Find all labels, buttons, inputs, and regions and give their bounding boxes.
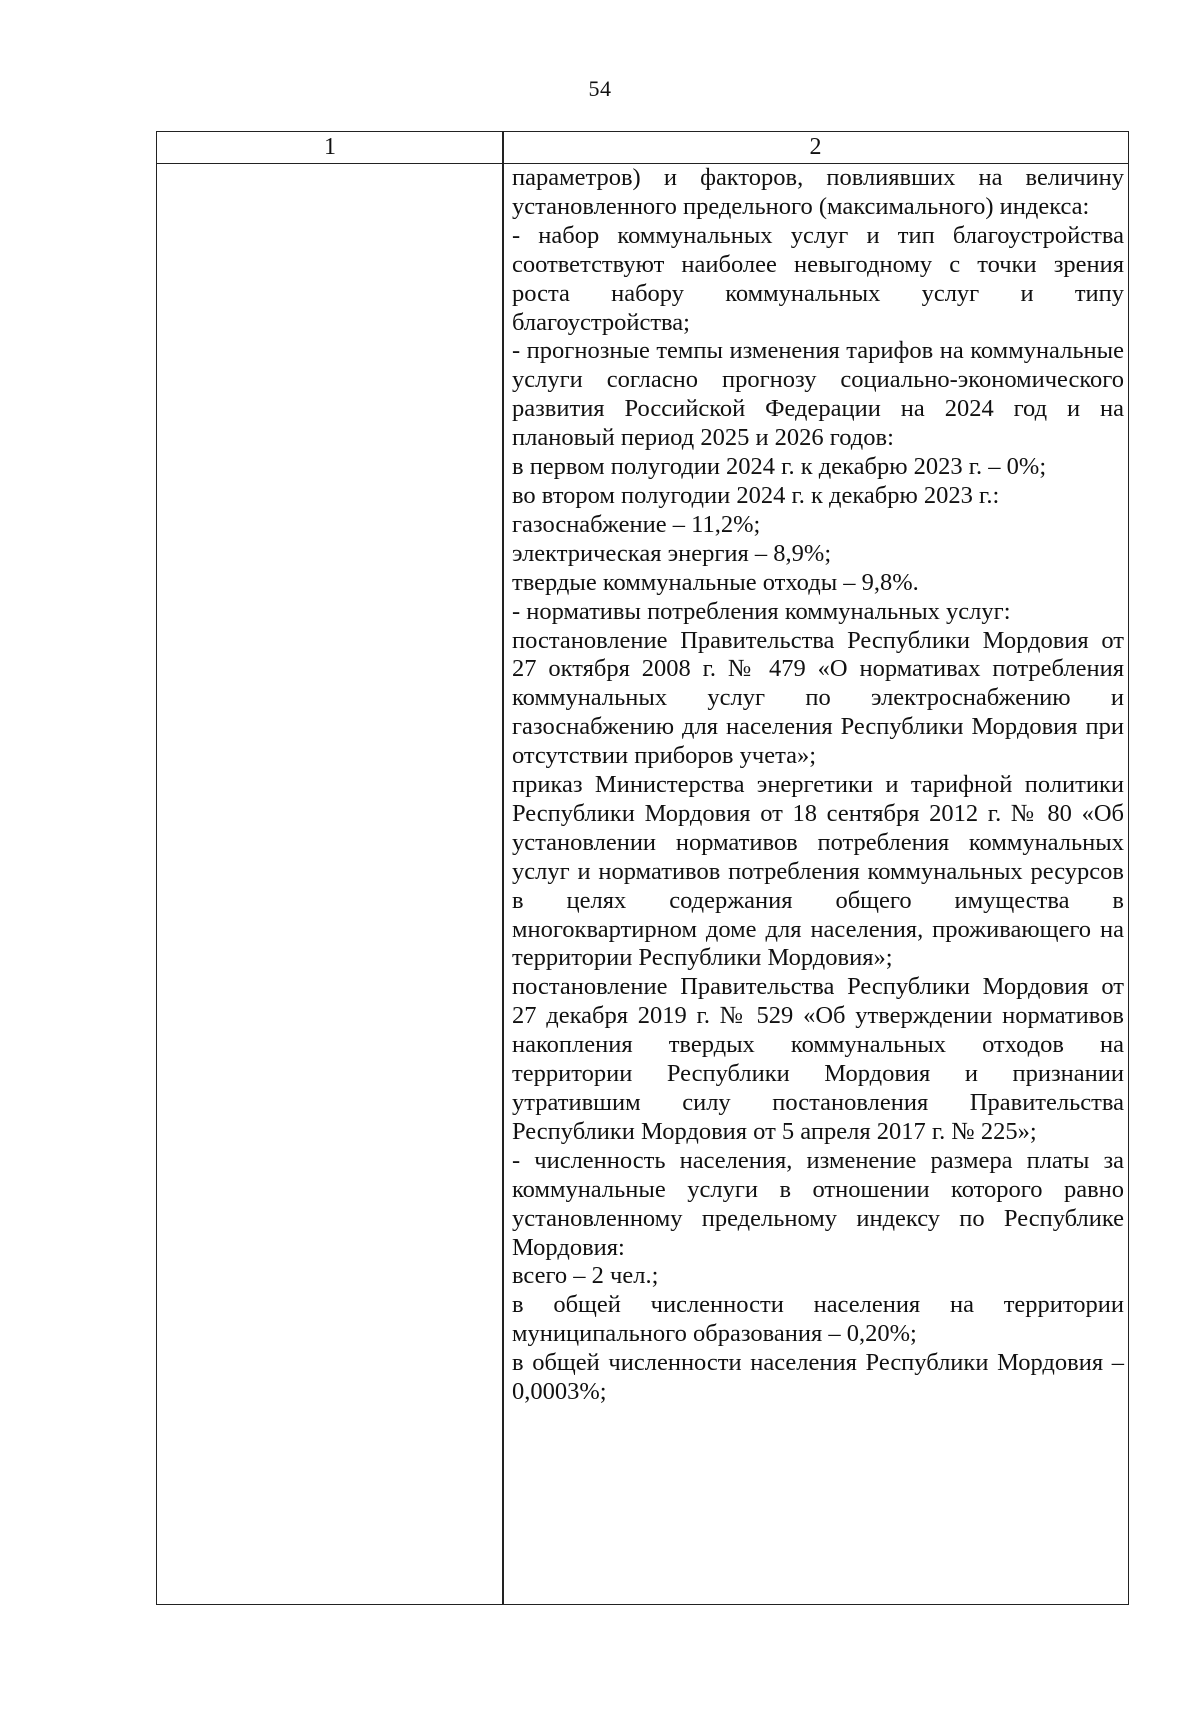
paragraph: в первом полугодии 2024 г. к декабрю 2023 г. – 0%; — [512, 453, 1047, 481]
paragraph: параметров) и факторов, повлиявших на величину установленного предельного (максимального) индекса: — [512, 164, 1124, 220]
page-number: 54 — [588, 76, 612, 101]
content-cell — [512, 164, 1124, 1407]
table-header-row — [157, 132, 1128, 164]
column-header-1: 1 — [324, 134, 336, 160]
document-table — [156, 131, 1129, 1605]
paragraph: - нормативы потребления коммунальных услуг: — [512, 597, 1011, 625]
paragraph: - набор коммунальных услуг и тип благоустройства соответствуют наиболее невыгодному с точки зрения роста набору коммунальных услуг и типу благоустройства; — [512, 221, 1124, 336]
paragraph: электрическая энергия – 8,9%; — [512, 539, 832, 567]
paragraph: приказ Министерства энергетики и тарифной политики Республики Мордовия от 18 сентября 2012 г. № 80 «Об установлении нормативов потребления коммунальных услуг и нормативов потребления коммунальных ресурсов в целях содержания общего имущества в многоквартирном доме для населения, проживающего на территории Республики Мордовия»; — [512, 771, 1124, 972]
paragraph: всего – 2 чел.; — [512, 1262, 659, 1290]
paragraph: постановление Правительства Республики Мордовия от 27 декабря 2019 г. № 529 «Об утверждении нормативов накопления твердых коммунальных отходов на территории Республики Мордовия и признании утратившим силу постановления Правительства Республики Мордовия от 5 апреля 2017 г. № 225»; — [512, 973, 1124, 1145]
column-divider — [502, 132, 504, 1604]
paragraph: - численность населения, изменение размера платы за коммунальные услуги в отношении которого равно установленному предельному индексу по Республике Мордовия: — [512, 1146, 1124, 1261]
paragraph: в общей численности населения Республики Мордовия – 0,0003%; — [512, 1349, 1124, 1406]
paragraph: постановление Правительства Республики Мордовия от 27 октября 2008 г. № 479 «О нормативах потребления коммунальных услуг по электроснабжению и газоснабжению для населения Республики Мордовия при отсутствии приборов учета»; — [512, 626, 1124, 770]
paragraph: во втором полугодии 2024 г. к декабрю 2023 г.: — [512, 481, 1000, 509]
paragraph: газоснабжение – 11,2%; — [512, 510, 761, 538]
paragraph: - прогнозные темпы изменения тарифов на коммунальные услуги согласно прогнозу социально-экономического развития Российской Федерации на 2024 год и на плановый период 2025 и 2026 годов: — [512, 337, 1124, 452]
column-header-2: 2 — [809, 134, 822, 160]
paragraph: в общей численности населения на территории муниципального образования – 0,20%; — [512, 1291, 1124, 1348]
paragraph: твердые коммунальные отходы – 9,8%. — [512, 568, 919, 596]
